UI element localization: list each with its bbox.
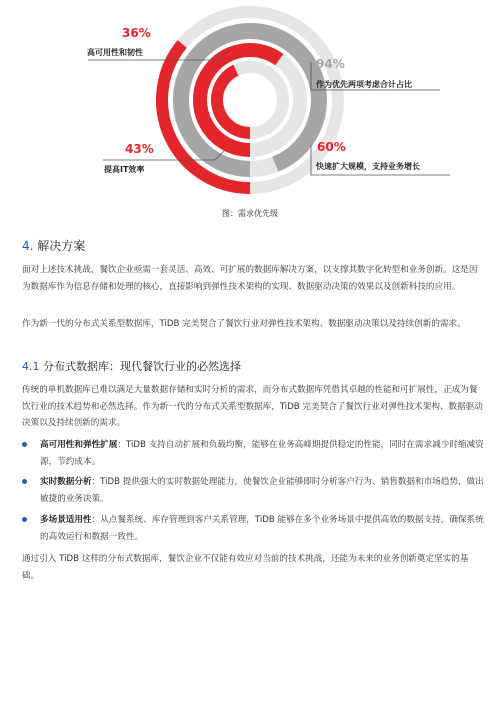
bullet-dot-icon — [22, 517, 27, 522]
value-label-scale: 60% — [317, 140, 346, 154]
value-label-availability: 36% — [122, 26, 151, 40]
bullet-term: 多场景适用性 — [40, 515, 92, 525]
section-number: 4. — [22, 239, 34, 253]
subsection-number: 4.1 — [22, 360, 40, 373]
bullet-dot-icon — [22, 479, 27, 484]
value-label-top-two: 94% — [316, 57, 345, 71]
series-label-scale: 快速扩大规模，支持业务增长 — [316, 162, 420, 171]
bullet-term: 实时数据分析 — [40, 477, 92, 487]
section4-paragraph-1: 面对上述技术挑战，餐饮企业亟需一套灵活、高效、可扩展的数据库解决方案，以支撑其数字化转型和业务创新。这是因为数据库作为信息存储和处理的核心，直接影响到弹性技术架构的实现、数据驱动决策的效果以及创新科技的应用。 — [22, 265, 478, 292]
radial-chart — [0, 0, 500, 205]
bullet-text: ：TiDB 支持自动扩展和负载均衡，能够在业务高峰期提供稳定的性能，同时在需求减少时缩减资源，节约成本。 — [40, 440, 484, 467]
series-label-top-two: 作为优先两项考虑合计占比 — [316, 80, 412, 89]
radial-chart-svg — [0, 0, 500, 205]
section4-paragraph-2: 作为新一代的分布式关系型数据库，TiDB 完美契合了餐饮行业对弹性技术架构、数据驱动决策以及持续创新的需求。 — [22, 319, 466, 329]
series-label-it-efficiency: 提高IT效率 — [104, 165, 145, 174]
chart-center — [228, 78, 272, 122]
section-heading-4 — [22, 238, 85, 254]
bullet-text: ：从点餐系统、库存管理到客户关系管理，TiDB 能够在多个业务场景中提供高效的数据支持，确保系统的高效运行和数据一致性。 — [40, 515, 484, 542]
subsection-title: 分布式数据库：现代餐饮行业的必然选择 — [43, 360, 241, 373]
section41-paragraph-2: 通过引入 TiDB 这样的分布式数据库，餐饮企业不仅能有效应对当前的技术挑战，还能为未来的业务创新奠定坚实的基础。 — [22, 554, 469, 581]
series-label-availability: 高可用性和韧性 — [87, 48, 143, 57]
section-title: 解决方案 — [37, 239, 86, 253]
value-label-it-efficiency: 43% — [125, 142, 154, 156]
bullet-text: ：TiDB 提供强大的实时数据处理能力，使餐饮企业能够即时分析客户行为、销售数据和市场趋势，做出敏捷的业务决策。 — [40, 477, 484, 504]
bullet-term: 高可用性和弹性扩展 — [40, 440, 118, 450]
section41-paragraph-1: 传统的单机数据库已难以满足大量数据存储和实时分析的需求，而分布式数据库凭借其卓越的性能和可扩展性，正成为餐饮行业的技术趋势和必然选择。作为新一代的分布式关系型数据库，TiDB 完美契合了餐饮行业对弹性技术架构、数据驱动决策以及持续创新的需求。 — [22, 385, 483, 428]
bullet-dot-icon — [22, 442, 27, 447]
chart-caption: 图：需求优先级 — [222, 209, 278, 218]
section-heading-4-1 — [22, 359, 241, 374]
